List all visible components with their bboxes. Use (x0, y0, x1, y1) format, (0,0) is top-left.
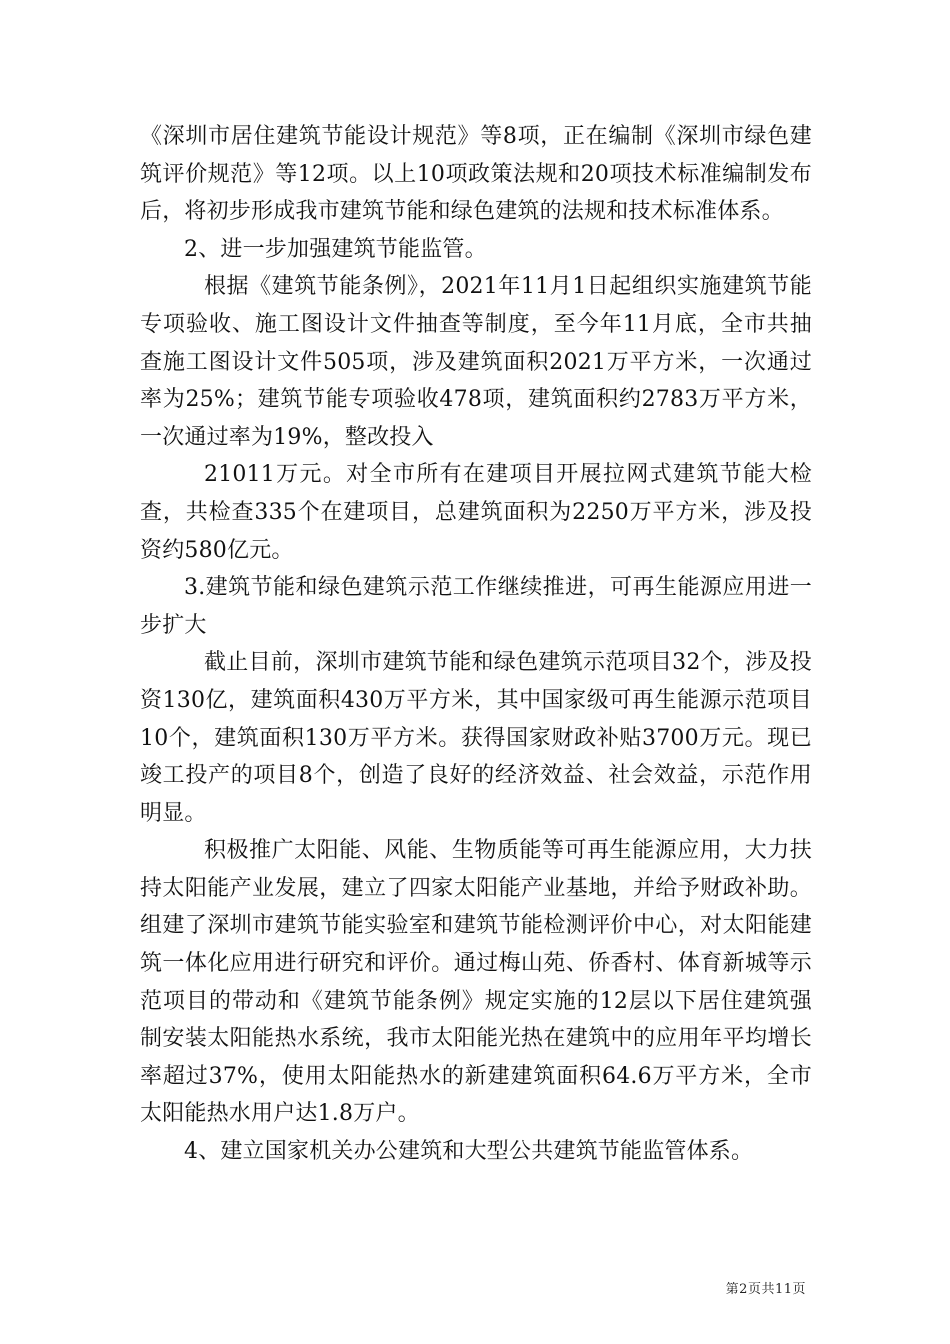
paragraph-renewable: 积极推广太阳能、风能、生物质能等可再生能源应用，大力扶持太阳能产业发展，建立了四家太阳能产业基地，并给予财政补助。组建了深圳市建筑节能实验室和建筑节能检测评价中心，对太阳能建筑一体化应用进行研究和评价。通过梅山苑、侨香村、体育新城等示范项目的带动和《建筑节能条例》规定实施的12层以下居住建筑强制安装太阳能热水系统，我市太阳能光热在建筑中的应用年平均增长率超过37%，使用太阳能热水的新建建筑面积64.6万平方米，全市太阳能热水用户达1.8万户。 (140, 838, 812, 1127)
paragraph-heading-2: 2、进一步加强建筑节能监管。 (184, 236, 487, 262)
paragraph-heading-3: 3.建筑节能和绿色建筑示范工作继续推进，可再生能源应用进一步扩大 (140, 575, 812, 638)
document-body (140, 118, 812, 1171)
paragraph-supervision: 根据《建筑节能条例》，2021年11月1日起组织实施建筑节能专项验收、施工图设计文件抽查等制度，至今年11月底，全市共抽查施工图设计文件505项，涉及建筑面积2021万平方米，一次通过率为25%；建筑节能专项验收478项，建筑面积约2783万平方米，一次通过率为19%，整改投入 (140, 274, 812, 450)
page-number-footer: 第2页共11页 (725, 1282, 806, 1297)
paragraph-demonstration: 截止目前，深圳市建筑节能和绿色建筑示范项目32个，涉及投资130亿，建筑面积430万平方米，其中国家级可再生能源示范项目10个，建筑面积130万平方米。获得国家财政补贴3700万元。现已竣工投产的项目8个，创造了良好的经济效益、社会效益，示范作用明显。 (140, 650, 812, 826)
paragraph-standards-continued: 《深圳市居住建筑节能设计规范》等8项，正在编制《深圳市绿色建筑评价规范》等12项。以上10项政策法规和20项技术标准编制发布后，将初步形成我市建筑节能和绿色建筑的法规和技术标准体系。 (140, 124, 812, 225)
paragraph-heading-4: 4、建立国家机关办公建筑和大型公共建筑节能监管体系。 (184, 1139, 754, 1165)
paragraph-inspection: 21011万元。对全市所有在建项目开展拉网式建筑节能大检查，共检查335个在建项目，总建筑面积为2250万平方米，涉及投资约580亿元。 (140, 462, 812, 563)
